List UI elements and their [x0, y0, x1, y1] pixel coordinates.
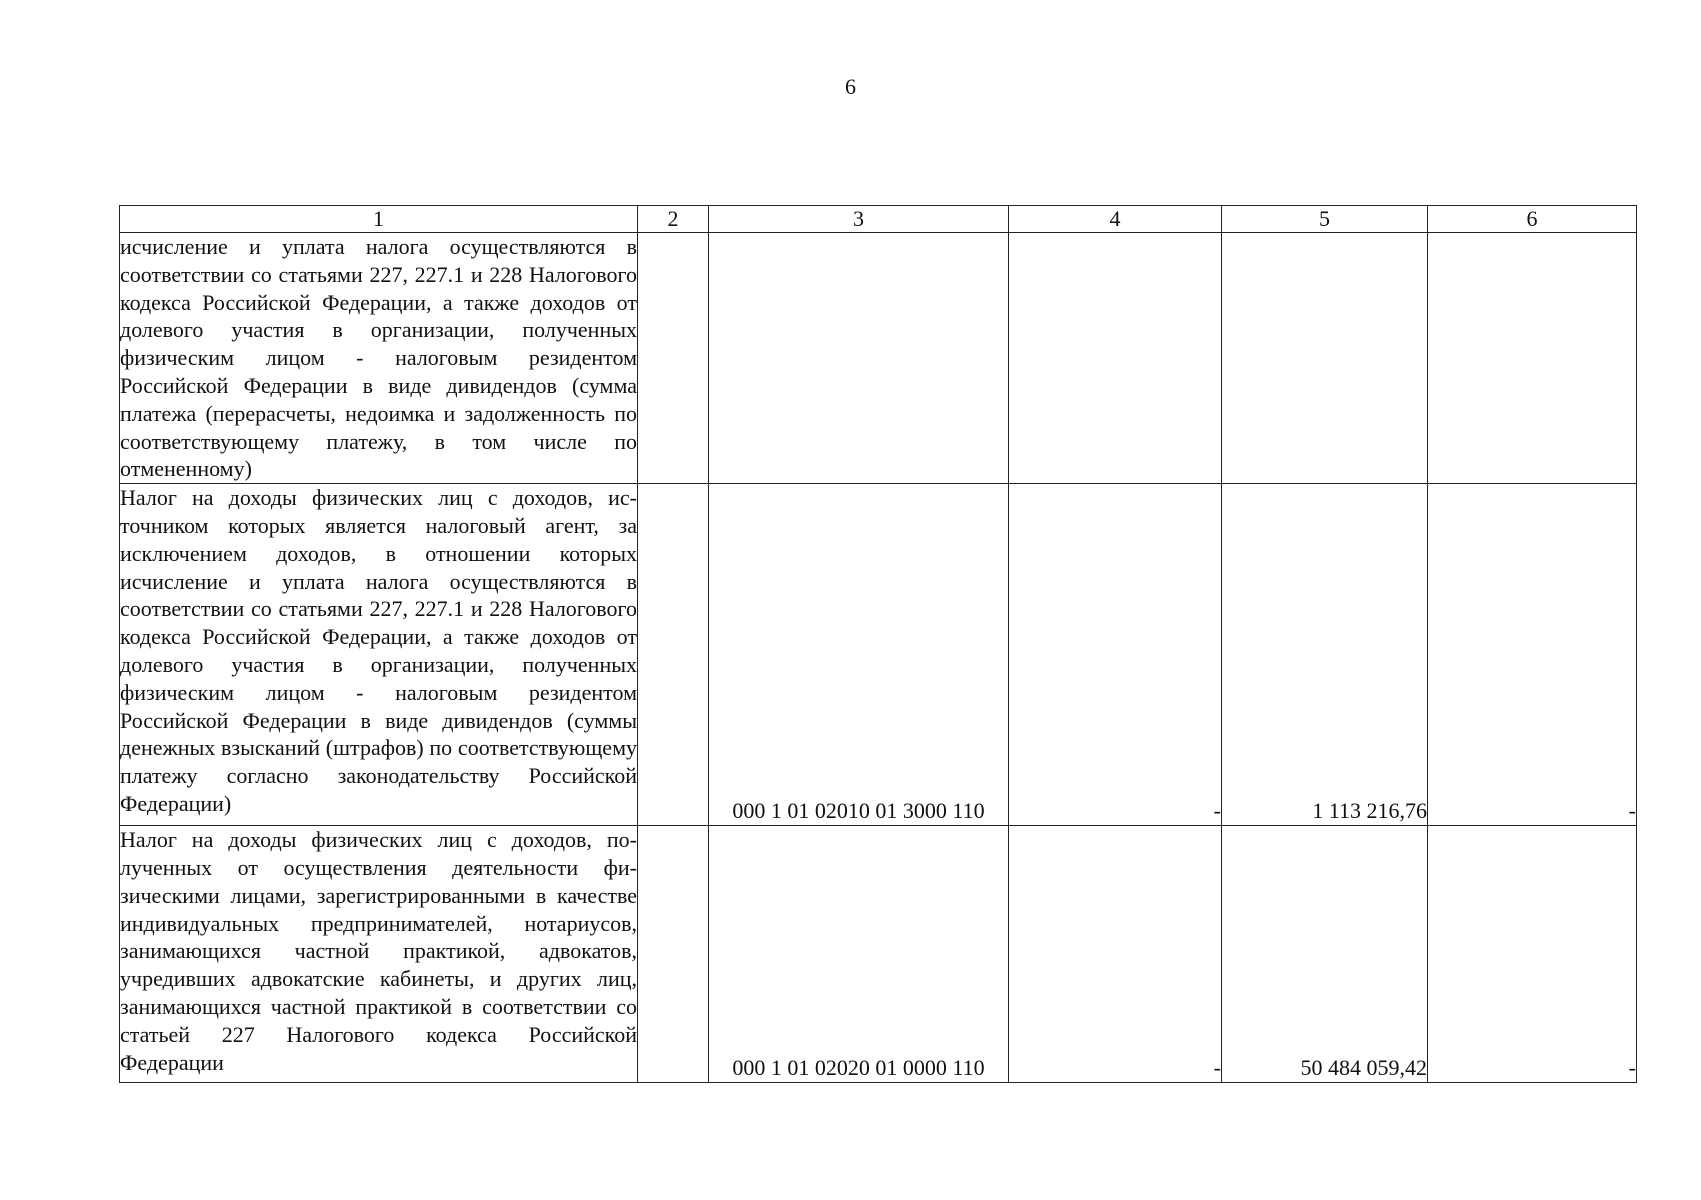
row-column-6: - — [1428, 826, 1637, 1083]
row-column-6 — [1428, 233, 1637, 484]
table-row — [120, 484, 1637, 826]
row-description: исчисление и уплата налога осуществляются в соответствии со статьями 227, 227.1 и 228 Налогового кодекса Российской Федерации, а также доходов от долевого участия в организации, полученных физическим лицом - налоговым резидентом Российской Федерации в виде дивидендов (сумма платежа (перерасчеты, недоимка и задолженность по соответствующему платежу, в том числе по отмененному) — [120, 233, 638, 484]
row-column-2 — [638, 233, 709, 484]
row-description: Налог на доходы физических лиц с доходов, источником которых является налоговый агент, за исключением доходов, в отношении которых исчисление и уплата налога осуществляются в соответствии со статьями 227, 227.1 и 228 Налогового кодекса Российской Федерации, а также доходов от долевого участия в организации, полученных физическим лицом - налоговым резидентом Российской Федерации в виде дивидендов (суммы денежных взысканий (штрафов) по соответствующему платежу согласно законодательству Российской Федерации) — [120, 484, 638, 826]
row-column-4: - — [1009, 826, 1222, 1083]
row-amount: 1 113 216,76 — [1222, 484, 1428, 826]
column-header-6: 6 — [1428, 206, 1637, 233]
header-row — [120, 206, 1637, 233]
column-header-4: 4 — [1009, 206, 1222, 233]
column-header-1: 1 — [120, 206, 638, 233]
table-row — [120, 233, 1637, 484]
row-column-4: - — [1009, 484, 1222, 826]
row-column-4 — [1009, 233, 1222, 484]
column-header-3: 3 — [709, 206, 1009, 233]
budget-table — [119, 205, 1637, 1083]
row-column-2 — [638, 484, 709, 826]
page-number: 6 — [845, 74, 856, 99]
column-header-2: 2 — [638, 206, 709, 233]
row-budget-code: 000 1 01 02020 01 0000 110 — [709, 826, 1009, 1083]
column-header-5: 5 — [1222, 206, 1428, 233]
row-amount — [1222, 233, 1428, 484]
row-column-2 — [638, 826, 709, 1083]
row-description: Налог на доходы физических лиц с доходов, полученных от осуществления деятельности физическими лицами, зарегистрированными в качестве индивидуальных предпринимателей, нотариусов, занимающихся частной практикой, адвокатов, учредивших адвокатские кабинеты, и других лиц, занимающихся частной практикой в соответствии со статьей 227 Налогового кодекса Российской Федерации — [120, 826, 638, 1083]
table-row — [120, 826, 1637, 1083]
row-budget-code — [709, 233, 1009, 484]
row-budget-code: 000 1 01 02010 01 3000 110 — [709, 484, 1009, 826]
row-column-6: - — [1428, 484, 1637, 826]
row-amount: 50 484 059,42 — [1222, 826, 1428, 1083]
